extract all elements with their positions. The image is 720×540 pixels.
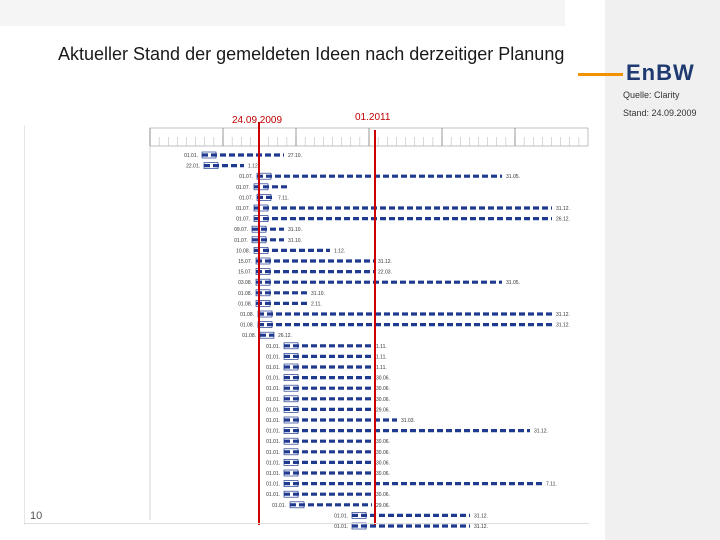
task-start-label: 01.01. bbox=[266, 343, 280, 350]
task-end-label: 26.12. bbox=[278, 333, 292, 340]
task-end-label: 29.06. bbox=[376, 502, 390, 509]
task-end-label: 30.06. bbox=[376, 386, 390, 393]
task-end-label: 31.12. bbox=[378, 259, 392, 265]
source-label: Quelle: Clarity bbox=[623, 90, 680, 100]
task-start-label: 01.08. bbox=[240, 322, 254, 329]
marker-label-2011: 01.2011 bbox=[355, 112, 391, 123]
task-start-label: 09.07. bbox=[234, 227, 248, 234]
task-start-label: 01.01. bbox=[266, 365, 280, 371]
enbw-logo: EnBW bbox=[626, 60, 695, 85]
task-start-label: 01.01. bbox=[266, 386, 280, 393]
task-end-label: 31.12. bbox=[556, 312, 570, 318]
task-start-label: 01.01. bbox=[266, 439, 280, 446]
task-start-label: 10.08. bbox=[236, 248, 250, 255]
task-end-label: 1.11. bbox=[376, 365, 387, 371]
task-start-label: 01.07. bbox=[239, 195, 253, 202]
task-start-label: 01.01. bbox=[266, 354, 280, 361]
task-start-label: 01.01. bbox=[266, 407, 280, 414]
task-start-label: 01.01. bbox=[266, 396, 280, 403]
task-end-label: 1.12. bbox=[248, 163, 260, 170]
task-end-label: 30.06. bbox=[376, 492, 390, 499]
task-start-label: 01.01. bbox=[266, 492, 280, 499]
task-end-label: 31.12. bbox=[556, 206, 570, 212]
task-end-label: 1.12. bbox=[334, 248, 346, 255]
task-start-label: 01.01. bbox=[266, 418, 280, 424]
task-start-label: 01.01. bbox=[266, 375, 280, 382]
task-start-label: 15.07. bbox=[238, 269, 252, 276]
task-start-label: 01.01. bbox=[184, 153, 198, 159]
task-end-label: 29.06. bbox=[376, 407, 390, 414]
task-end-label: 31.10. bbox=[288, 227, 302, 234]
task-end-label: 31.03. bbox=[401, 418, 415, 424]
task-end-label: 31.12. bbox=[474, 513, 488, 520]
task-start-label: 01.01. bbox=[266, 460, 280, 467]
task-end-label: 30.06. bbox=[376, 396, 390, 403]
bottom-rule bbox=[24, 523, 589, 524]
task-end-label: 1.11. bbox=[376, 354, 387, 361]
task-start-label: 15.07. bbox=[238, 259, 252, 265]
task-end-label: 30.06. bbox=[376, 439, 390, 446]
task-end-label: 31.12. bbox=[534, 428, 548, 435]
task-end-label: 31.05. bbox=[506, 174, 520, 181]
task-end-label: 27.10. bbox=[288, 153, 302, 159]
stand-label: Stand: 24.09.2009 bbox=[623, 108, 697, 118]
task-end-label: 30.06. bbox=[376, 471, 390, 477]
task-end-label: 7.11. bbox=[278, 195, 289, 202]
task-end-label: 31.10. bbox=[288, 237, 302, 244]
task-end-label: 26.12. bbox=[556, 216, 570, 223]
task-end-label: 30.06. bbox=[376, 449, 390, 456]
task-start-label: 01.08. bbox=[242, 333, 256, 340]
task-end-label: 2.11. bbox=[311, 301, 322, 308]
logo-accent-line bbox=[578, 73, 623, 76]
task-start-label: 01.07. bbox=[234, 237, 248, 244]
task-start-label: 01.07. bbox=[236, 184, 250, 191]
marker-label-today: 24.09.2009 bbox=[232, 115, 283, 126]
task-end-label: 30.06. bbox=[376, 375, 390, 382]
gantt-chart bbox=[22, 110, 582, 530]
task-start-label: 01.01. bbox=[272, 502, 286, 509]
task-end-label: 31.12. bbox=[556, 322, 570, 329]
task-start-label: 01.07. bbox=[236, 206, 250, 212]
task-end-label: 1.11. bbox=[376, 343, 387, 350]
task-start-label: 01.08. bbox=[238, 301, 252, 308]
task-end-label: 22.03. bbox=[378, 269, 392, 276]
task-end-label: 7.11. bbox=[546, 481, 557, 488]
task-start-label: 01.01. bbox=[266, 481, 280, 488]
task-end-label: 31.05. bbox=[506, 280, 520, 287]
task-start-label: 01.01. bbox=[334, 513, 348, 520]
top-band bbox=[0, 0, 565, 26]
task-start-label: 01.01. bbox=[266, 449, 280, 456]
task-start-label: 01.07. bbox=[239, 174, 253, 181]
task-start-label: 22.01. bbox=[186, 163, 200, 170]
page-number: 10 bbox=[30, 510, 43, 522]
slide-title: Aktueller Stand der gemeldeten Ideen nach derzeitiger Planung bbox=[58, 44, 565, 64]
task-end-label: 31.12. bbox=[474, 524, 488, 530]
task-start-label: 01.01. bbox=[266, 428, 280, 435]
task-start-label: 01.01. bbox=[266, 471, 280, 477]
task-start-label: 01.07. bbox=[236, 216, 250, 223]
task-end-label: 30.06. bbox=[376, 460, 390, 467]
task-start-label: 03.08. bbox=[238, 280, 252, 287]
task-start-label: 01.08. bbox=[238, 290, 252, 297]
task-start-label: 01.01. bbox=[334, 524, 348, 530]
task-start-label: 01.08. bbox=[240, 312, 254, 318]
task-end-label: 31.10. bbox=[311, 290, 325, 297]
